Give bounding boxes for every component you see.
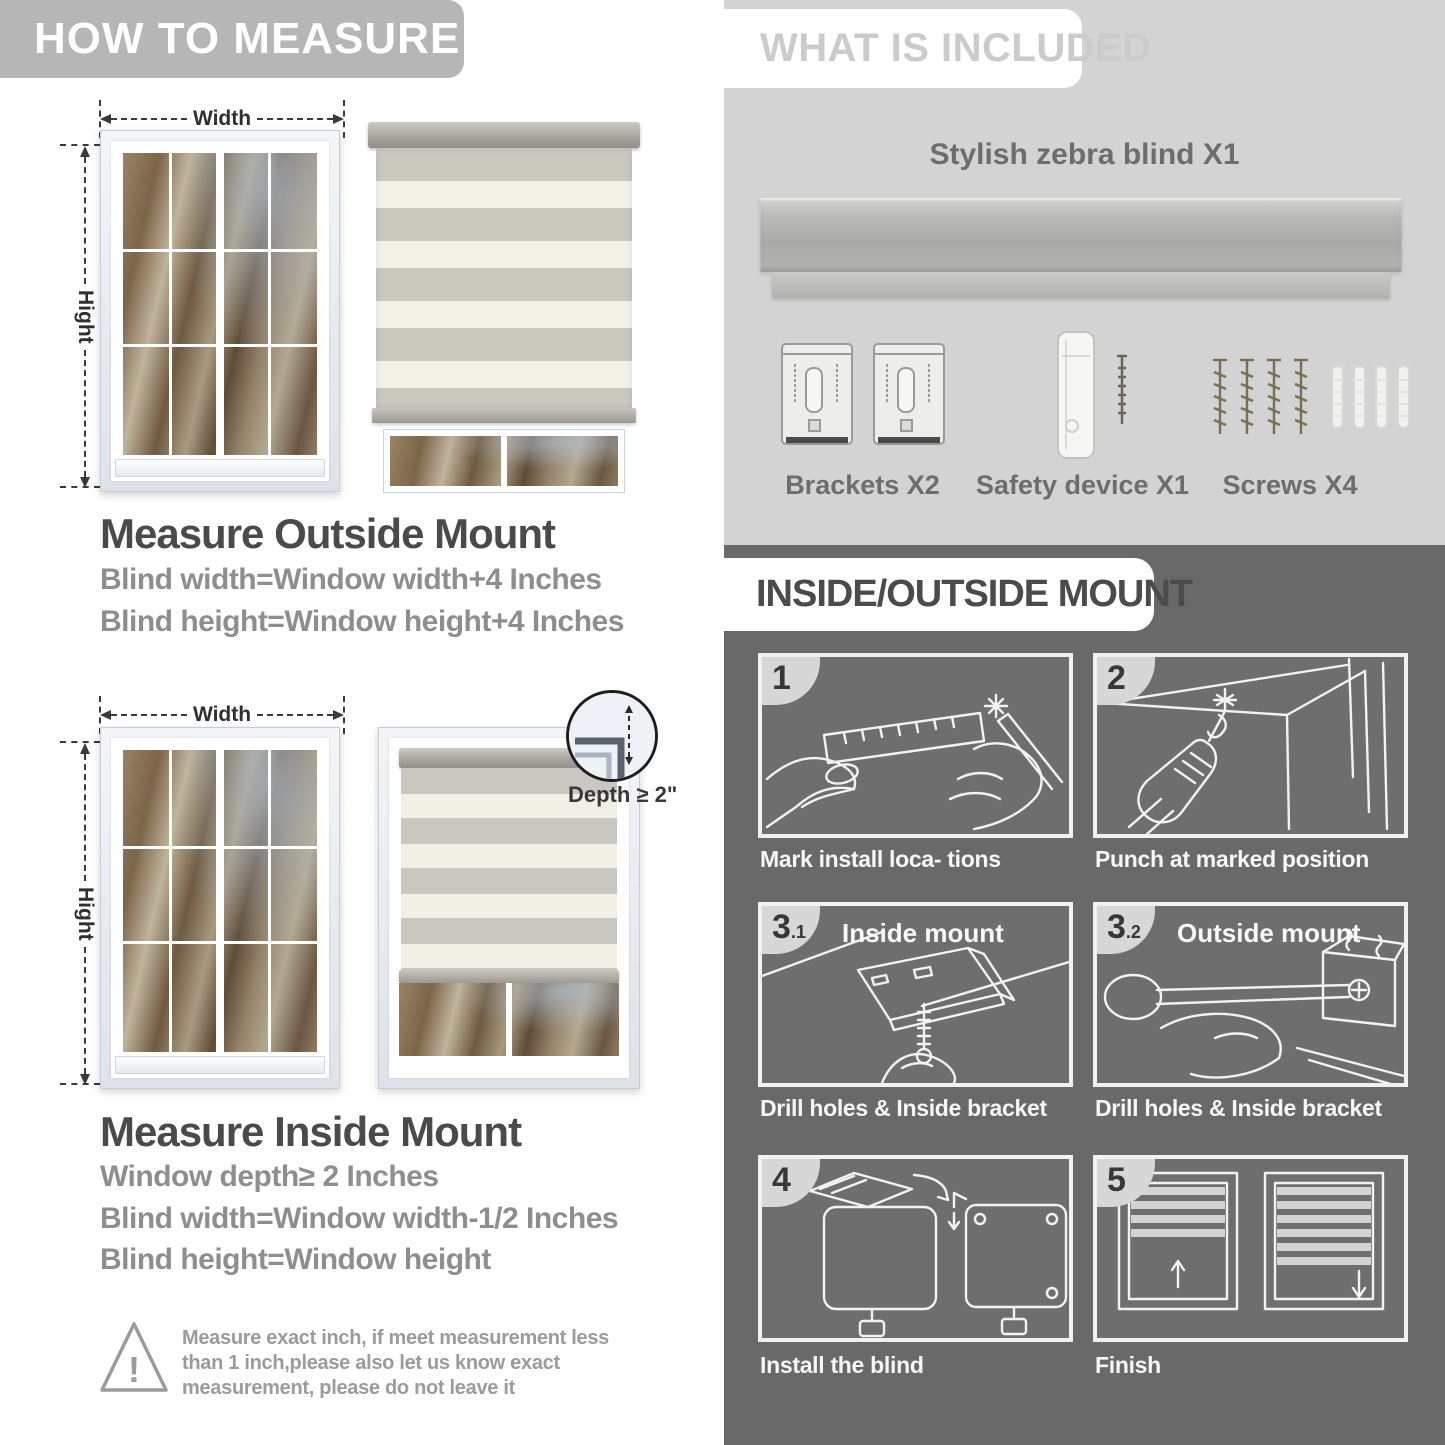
step3-2-caption: Drill holes & Inside bracket bbox=[1095, 1095, 1382, 1121]
how-to-measure-title: HOW TO MEASURE bbox=[34, 14, 461, 63]
warning-line3: measurement, please do not leave it bbox=[182, 1377, 515, 1399]
step4-caption: Install the blind bbox=[760, 1352, 924, 1378]
arrow-left-icon bbox=[100, 710, 111, 720]
width-dimension-outside bbox=[100, 108, 344, 130]
product-label: Stylish zebra blind X1 bbox=[929, 138, 1240, 171]
dimension-tick bbox=[60, 486, 100, 488]
mount-header-title: INSIDE/OUTSIDE MOUNT bbox=[756, 573, 1193, 615]
arrow-left-icon bbox=[100, 114, 111, 124]
step-badge: 3.1 bbox=[762, 906, 820, 954]
step1-caption: Mark install loca- tions bbox=[760, 846, 1001, 872]
step-panel-2 bbox=[1093, 653, 1408, 838]
inside-mount-line3: Blind height=Window height bbox=[100, 1243, 491, 1276]
dimension-tick bbox=[60, 1083, 100, 1085]
mount-header-card bbox=[724, 558, 1193, 631]
brackets-icon bbox=[778, 336, 948, 461]
step-badge: 5 bbox=[1097, 1159, 1155, 1207]
svg-text:!: ! bbox=[128, 1349, 140, 1390]
window-photo-outside bbox=[100, 130, 340, 492]
step2-caption: Punch at marked position bbox=[1095, 846, 1369, 872]
step3-1-caption: Drill holes & Inside bracket bbox=[760, 1095, 1047, 1121]
blind-headrail-image bbox=[760, 198, 1402, 272]
outside-mount-line1: Blind width=Window width+4 Inches bbox=[100, 563, 602, 596]
step-badge: 3.2 bbox=[1097, 906, 1155, 954]
outside-mount-title: Measure Outside Mount bbox=[100, 510, 556, 557]
blind-headrail-lip bbox=[772, 272, 1390, 298]
inside-mount-line1: Window depth≥ 2 Inches bbox=[100, 1160, 439, 1193]
brackets-label: Brackets X2 bbox=[785, 470, 940, 500]
step-badge: 4 bbox=[762, 1159, 820, 1207]
warning-line2: than 1 inch,please also let us know exact bbox=[182, 1352, 560, 1374]
arrow-up-icon bbox=[80, 743, 90, 754]
window-sill bbox=[115, 1056, 325, 1074]
what-is-included-banner bbox=[724, 9, 1152, 88]
warning-triangle-icon bbox=[98, 1318, 170, 1396]
window-peek bbox=[384, 430, 624, 492]
inside-mount-line2: Blind width=Window width-1/2 Inches bbox=[100, 1202, 619, 1235]
blind-bottom-rail bbox=[372, 408, 636, 423]
safety-device-icon bbox=[1010, 328, 1160, 468]
inside-mount-title: Measure Inside Mount bbox=[100, 1108, 522, 1155]
height-dimension-inside bbox=[74, 743, 96, 1085]
width-label: Width bbox=[192, 107, 252, 130]
window-glass bbox=[399, 983, 619, 1056]
step-badge: 1 bbox=[762, 657, 820, 705]
blind-bottom-rail bbox=[399, 970, 619, 983]
arrow-up-icon bbox=[80, 146, 90, 157]
step-panel-1 bbox=[758, 653, 1073, 838]
outside-mount-line2: Blind height=Window height+4 Inches bbox=[100, 605, 624, 638]
step-panel-3-2 bbox=[1093, 902, 1408, 1087]
step3-2-title: Outside mount bbox=[1177, 918, 1361, 948]
safety-device-label: Safety device X1 bbox=[975, 470, 1190, 500]
blind-shade bbox=[376, 148, 632, 408]
step-panel-4 bbox=[758, 1155, 1073, 1342]
step3-1-title: Inside mount bbox=[842, 918, 1004, 948]
dimension-tick bbox=[343, 696, 345, 734]
step-panel-5 bbox=[1093, 1155, 1408, 1342]
how-to-measure-banner bbox=[0, 0, 464, 78]
height-label: Hight bbox=[74, 887, 97, 941]
zebra-blind-outside-mount bbox=[368, 122, 640, 494]
depth-detail-magnifier bbox=[566, 690, 658, 782]
height-label: Hight bbox=[74, 290, 97, 344]
dimension-tick bbox=[343, 100, 345, 138]
warning-text bbox=[182, 1326, 642, 1401]
dimension-tick bbox=[60, 741, 100, 743]
step-panel-3-1 bbox=[758, 902, 1073, 1087]
window-muntins bbox=[123, 153, 317, 455]
height-dimension-outside bbox=[74, 146, 96, 488]
screws-label: Screws X4 bbox=[1222, 470, 1358, 500]
window-glass bbox=[123, 153, 317, 455]
blind-cassette bbox=[368, 122, 640, 148]
width-label: Width bbox=[192, 703, 252, 726]
what-is-included-title: WHAT IS INCLUDED bbox=[760, 26, 1152, 70]
window-sill bbox=[115, 459, 325, 477]
window-muntins bbox=[123, 750, 317, 1052]
dimension-tick bbox=[60, 144, 100, 146]
screws-icon bbox=[1205, 350, 1415, 455]
window-photo-inside bbox=[100, 727, 340, 1089]
step5-caption: Finish bbox=[1095, 1352, 1161, 1378]
step-badge: 2 bbox=[1097, 657, 1155, 705]
depth-label: Depth ≥ 2" bbox=[568, 782, 678, 807]
width-dimension-inside bbox=[100, 704, 344, 726]
warning-line1: Measure exact inch, if meet measurement less bbox=[182, 1327, 610, 1349]
window-sill bbox=[399, 1056, 619, 1068]
window-glass bbox=[123, 750, 317, 1052]
